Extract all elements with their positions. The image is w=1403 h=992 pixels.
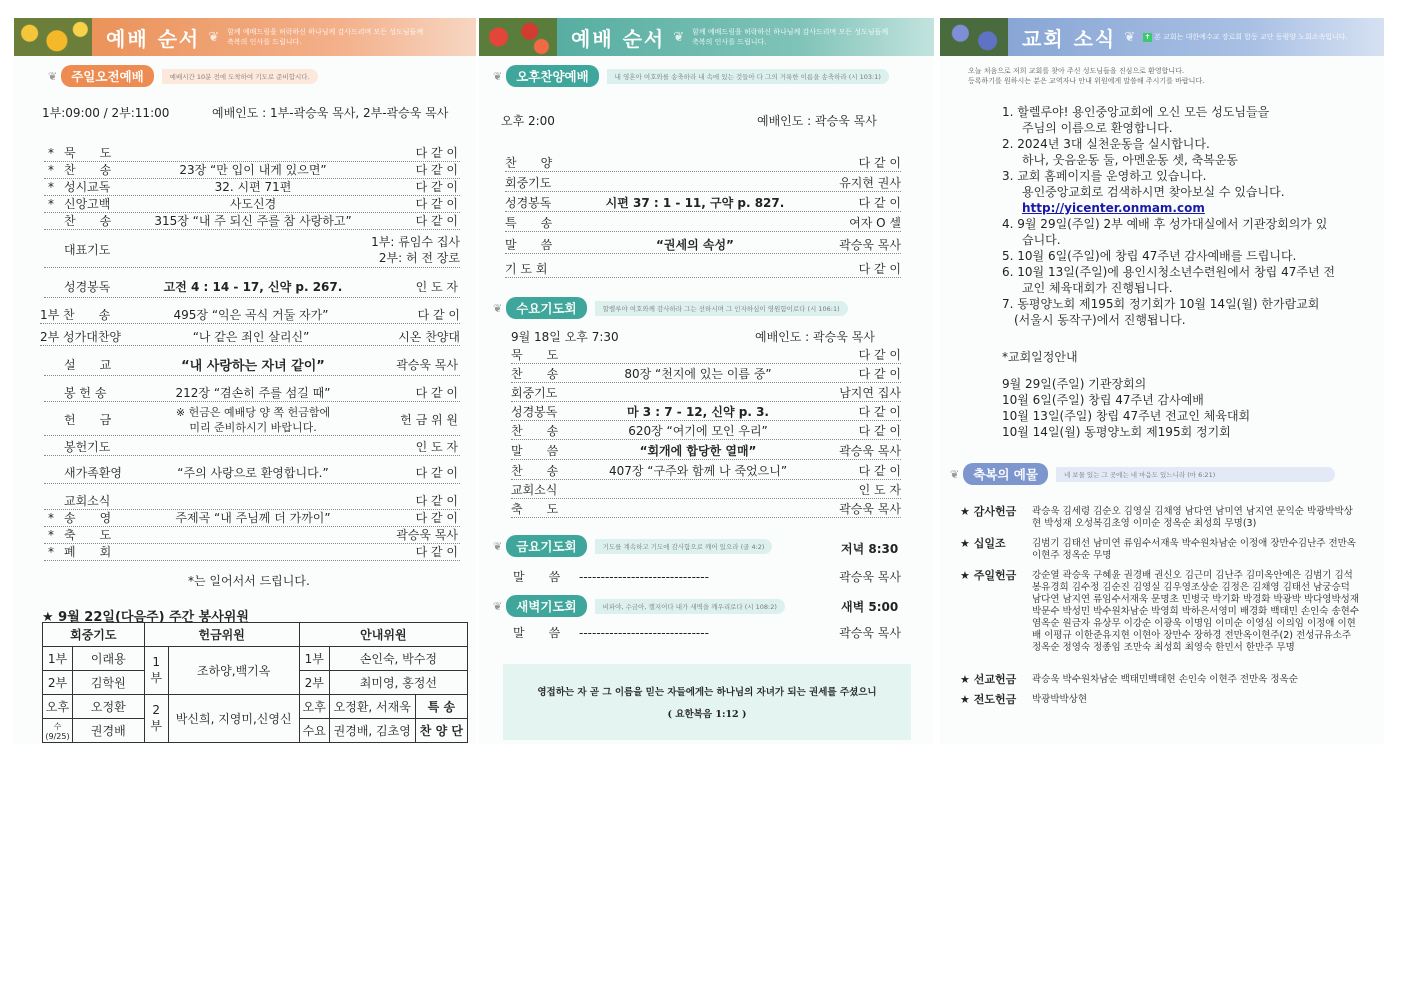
order-row — [511, 422, 901, 440]
gift-label: ★ 주일헌금 — [960, 569, 1017, 582]
duty-cell: 이래용 — [73, 647, 145, 671]
sermon-title: “권세의 속성” — [656, 238, 734, 252]
news-item — [1002, 264, 1374, 296]
order-row — [511, 462, 901, 480]
order-item: 헌 금 — [64, 413, 112, 427]
intro-line: 오늘 처음으로 저희 교회를 찾아 주신 성도님들을 진심으로 환영합니다. — [968, 67, 1185, 75]
leaf-icon: ❦ — [493, 69, 503, 83]
section-title: 축복의 예물 — [963, 463, 1048, 485]
news-line: 6. 10월 13일(주일)에 용인시청소년수련원에서 창립 47주년 전 — [1002, 265, 1335, 279]
news-line: 4. 9월 29일(주일) 2부 예배 후 성가대실에서 기관장회의가 있 — [1002, 217, 1328, 231]
section-note: 할렐루야 여호와께 감사하라 그는 선하시며 그 인자하심이 영원함이로다 (시 106:1) — [595, 301, 848, 316]
order-person: 남지연 집사 — [839, 386, 901, 400]
order-detail: 407장 “구주와 함께 나 죽었으니” — [608, 464, 788, 478]
news-line: 7. 동평양노회 제195회 정기회가 10월 14일(월) 한가람교회 — [1002, 297, 1320, 311]
news-item — [1002, 104, 1374, 136]
order-item: 성시교독 — [64, 180, 111, 194]
order-item: 말 씀 — [513, 626, 561, 640]
header-title: 예배 순서 — [106, 26, 201, 51]
prayer-second: 2부: 허 전 장로 — [378, 250, 460, 265]
order-person: 다 같 이 — [415, 511, 458, 525]
order-person: 곽승욱 목사 — [839, 238, 901, 252]
order-item: 축 도 — [64, 528, 112, 542]
section-title: 오후찬양예배 — [506, 65, 598, 87]
verse-text: 영접하는 자 곧 그 이름을 믿는 자들에게는 하나님의 자녀가 되는 권세를 주셨으니 — [537, 687, 877, 698]
order-person: 곽승욱 목사 — [839, 570, 901, 584]
panel-header — [479, 18, 934, 56]
gift-label-text: 선교헌금 — [973, 673, 1017, 686]
section-note: 예배시간 10분 전에 도착하여 기도로 준비합시다. — [162, 69, 318, 84]
order-item: 묵 도 — [511, 348, 559, 362]
duty-cell: 2부 — [43, 671, 73, 695]
scripture-ref: 고전 4 : 14 - 17, 신약 p. 267. — [163, 280, 343, 294]
order-item: 축 도 — [511, 502, 559, 516]
standing-mark: * — [48, 162, 54, 177]
order-row — [511, 442, 901, 460]
order-item: 새가족환영 — [64, 466, 122, 480]
news-line: 3. 교회 홈페이지를 운영하고 있습니다. — [1002, 169, 1207, 183]
gift-label: ★ 전도헌금 — [960, 693, 1017, 706]
intro-line: 등록하기를 원하시는 분은 교역자나 안내 위원에게 말씀해 주시기를 바랍니다. — [968, 77, 1205, 85]
news-line: 2. 2024년 3대 실천운동을 실시합니다. — [1002, 137, 1210, 151]
news-item — [1002, 168, 1374, 216]
section-title: 새벽기도회 — [506, 595, 586, 617]
blue-flower-image — [940, 18, 1008, 56]
header-subtitle-text: 본 교회는 대한예수교 장로회 합동 교단 동평양 노회소속입니다. — [1154, 33, 1348, 41]
gift-row — [960, 694, 1362, 706]
dawn-time: 새벽 5:00 — [841, 600, 899, 614]
order-row — [511, 481, 901, 499]
order-person: 다 같 이 — [417, 308, 460, 322]
order-item: 대표기도 — [64, 243, 111, 257]
news-line: (서울시 동작구)에서 진행됩니다. — [1014, 313, 1186, 327]
order-person: 다 같 이 — [858, 262, 901, 276]
order-item: 찬 송 — [511, 424, 559, 438]
news-item — [1002, 296, 1374, 328]
duty-cell: 2부 — [144, 695, 168, 743]
duty-table — [42, 622, 468, 743]
order-person: 다 같 이 — [858, 348, 901, 362]
order-row — [505, 194, 901, 212]
offering-note-line: ※ 헌금은 예배당 양 쪽 헌금함에 — [175, 405, 331, 419]
church-news-panel — [940, 18, 1384, 744]
duty-cell: 1부 — [299, 647, 329, 671]
leaf-icon: ❦ — [493, 301, 503, 315]
gift-row — [960, 538, 1362, 562]
section-bar — [493, 66, 889, 86]
schedule-title: *교회일정안내 — [1002, 350, 1078, 364]
section-title: 주일오전예배 — [61, 65, 153, 87]
duty-header: 헌금위원 — [144, 623, 299, 647]
section-note: 비파야, 수금아, 깰지어다 내가 새벽을 깨우리로다 (시 108:2) — [595, 599, 785, 614]
news-line: 습니다. — [1022, 233, 1061, 247]
homepage-link[interactable]: http://yicenter.onmam.com — [1022, 201, 1205, 215]
service-times: 1부:09:00 / 2부:11:00 — [42, 106, 170, 120]
schedule-list — [1002, 376, 1250, 440]
order-person: 곽승욱 목사 — [839, 626, 901, 640]
order-item: 찬 송 — [64, 163, 112, 177]
news-line: 5. 10월 6일(주일)에 창립 47주년 감사예배를 드립니다. — [1002, 249, 1297, 263]
schedule-item: 10월 6일(주일) 창립 47주년 감사예배 — [1002, 393, 1204, 407]
order-item: 찬 송 — [511, 367, 559, 381]
duty-header: 안내위원 — [299, 623, 467, 647]
sermon-title: “내 사랑하는 자녀 같이” — [181, 359, 325, 374]
header-title: 교회 소식 — [1022, 26, 1117, 51]
order-person: 곽승욱 목사 — [396, 528, 458, 542]
sermon-row — [44, 354, 460, 376]
order-item: 성경봉독 — [511, 405, 558, 419]
order-row — [505, 174, 901, 192]
order-row — [505, 236, 901, 254]
standing-mark: * — [48, 527, 54, 542]
afternoon-time: 오후 2:00 — [501, 114, 555, 128]
panel-header — [940, 18, 1384, 56]
church-icon: ✝ — [1144, 33, 1151, 41]
order-detail: 495장 “익은 곡식 거둘 자가” — [173, 308, 329, 322]
leaf-icon: ❦ — [208, 29, 220, 45]
order-person: 다 같 이 — [858, 196, 901, 210]
order-row — [44, 161, 460, 179]
gift-label-text: 십일조 — [973, 537, 1006, 550]
red-flower-image — [479, 18, 557, 56]
order-item: 송 영 — [64, 511, 112, 525]
leaf-icon: ❦ — [493, 539, 503, 553]
order-person: 인 도 자 — [415, 440, 458, 454]
offering-row — [44, 404, 460, 436]
order-row — [44, 509, 460, 527]
leaf-icon: ❦ — [1124, 29, 1136, 45]
standing-mark: * — [48, 544, 54, 559]
order-person: 다 같 이 — [415, 146, 458, 160]
order-row — [44, 212, 460, 230]
order-item: 찬 송 — [511, 464, 559, 478]
dash-line: ------------------------------ — [579, 625, 709, 640]
panel-header — [14, 18, 476, 56]
scripture-row — [44, 276, 460, 298]
duty-cell: 조하양,백기옥 — [168, 647, 299, 695]
offering-note-line: 미리 준비하시기 바랍니다. — [189, 420, 317, 434]
order-person: 다 같 이 — [415, 494, 458, 508]
choir-row — [40, 328, 460, 346]
order-detail: 사도신경 — [229, 197, 277, 211]
gift-names: 김범기 김태선 남미연 류임수서재욱 박수원차남순 이정애 장만수김난주 전만옥이현주 정옥순 무명 — [1032, 538, 1356, 561]
duty-cell: 수(9/25) — [43, 719, 73, 743]
news-item — [1002, 216, 1374, 248]
order-person: 여자 O 셀 — [849, 216, 901, 230]
section-bar — [493, 298, 848, 318]
order-item: 회중기도 — [505, 176, 552, 190]
sunflower-image — [14, 18, 92, 56]
duty-header: 회중기도 — [43, 623, 145, 647]
duty-cell: 박신희, 지영미,신영신 — [168, 695, 299, 743]
dawn-row — [513, 624, 901, 641]
duty-cell: 오후 — [299, 695, 329, 719]
gift-names: 박광박박상현 — [1032, 694, 1088, 705]
weekday-services-panel — [479, 18, 934, 744]
header-title: 예배 순서 — [571, 26, 666, 51]
header-subtitle: 함께 예배드림을 허락하신 하나님께 감사드리며 모든 성도님들께 축복의 인사를 드립니다. — [227, 28, 424, 46]
order-item: 폐 회 — [64, 545, 112, 559]
news-item — [1002, 136, 1374, 168]
news-line: 교인 체육대회가 진행됩니다. — [1022, 281, 1173, 295]
order-row — [511, 500, 901, 518]
standing-mark: * — [48, 179, 54, 194]
scripture-ref: 마 3 : 7 - 12, 신약 p. 3. — [627, 405, 769, 419]
order-item: 교회소식 — [511, 483, 558, 497]
duty-cell: 오정환, 서재욱 — [329, 695, 415, 719]
order-row — [44, 195, 460, 213]
header-subtitle — [1143, 32, 1348, 42]
prayer-row — [44, 232, 460, 268]
section-title: 금요기도회 — [506, 535, 586, 557]
gift-row — [960, 506, 1362, 530]
order-row — [44, 492, 460, 510]
order-item: 찬 송 — [64, 214, 112, 228]
order-detail: “나 같은 죄인 살리신” — [192, 330, 310, 344]
order-detail: 212장 “겸손히 주를 섬길 때” — [175, 386, 331, 400]
order-person: 시온 찬양대 — [398, 330, 460, 344]
news-list — [1002, 104, 1374, 328]
order-row — [505, 260, 901, 278]
duty-cell: 특 송 — [415, 695, 467, 719]
order-item: 봉 헌 송 — [64, 386, 107, 400]
section-note: 네 보물 있는 그 곳에는 네 마음도 있느니라 (마 6:21) — [1056, 467, 1335, 482]
order-person: 곽승욱 목사 — [396, 358, 458, 372]
order-person: 다 같 이 — [415, 466, 458, 480]
wednesday-time: 9월 18일 오후 7:30 — [511, 330, 619, 344]
order-item: 설 교 — [64, 358, 112, 372]
prayer-people — [371, 234, 460, 266]
prayer-first: 1부: 류임수 집사 — [371, 234, 460, 249]
verse-box — [503, 664, 911, 740]
order-row — [44, 144, 460, 162]
order-person: 곽승욱 목사 — [839, 444, 901, 458]
wednesday-leader: 예배인도 : 곽승욱 목사 — [755, 330, 875, 344]
verse-reference: ( 요한복음 1:12 ) — [667, 709, 747, 720]
order-person: 인 도 자 — [858, 483, 901, 497]
gift-label-text: 전도헌금 — [973, 693, 1017, 706]
order-row — [44, 526, 460, 544]
schedule-item: 9월 29일(주일) 기관장회의 — [1002, 377, 1147, 391]
news-line: 용인중앙교회로 검색하시면 찾아보실 수 있습니다. — [1022, 185, 1285, 199]
order-item: 1부 찬 송 — [40, 308, 111, 322]
duty-cell: 1부 — [144, 647, 168, 695]
order-person: 곽승욱 목사 — [839, 502, 901, 516]
duty-cell: 김학원 — [73, 671, 145, 695]
order-detail: 80장 “천지에 있는 이름 중” — [624, 367, 772, 381]
order-person: 다 같 이 — [415, 386, 458, 400]
news-line: 1. 할렐루야! 용인중앙교회에 오신 모든 성도님들을 — [1002, 105, 1270, 119]
service-leader: 예배인도 : 1부-곽승욱 목사, 2부-곽승욱 목사 — [212, 106, 449, 120]
duty-cell: 오후 — [43, 695, 73, 719]
order-item: 묵 도 — [64, 146, 112, 160]
leaf-icon: ❦ — [48, 69, 58, 83]
order-item: 말 씀 — [513, 570, 561, 584]
order-item: 성경봉독 — [505, 196, 552, 210]
welcome-row — [44, 462, 460, 484]
schedule-item: 10월 14일(월) 동평양노회 제195회 정기회 — [1002, 425, 1231, 439]
duty-cell: 권경배 — [73, 719, 145, 743]
order-person: 다 같 이 — [858, 424, 901, 438]
gift-row — [960, 674, 1362, 686]
order-row — [505, 154, 901, 172]
order-item: 말 씀 — [505, 238, 553, 252]
section-bar — [950, 464, 1335, 484]
order-detail: 주제곡 “내 주님께 더 가까이” — [175, 511, 331, 525]
order-item: 특 송 — [505, 216, 553, 230]
order-person: 다 같 이 — [415, 197, 458, 211]
gift-label-text: 감사헌금 — [973, 505, 1017, 518]
sermon-title: “회개에 합당한 열매” — [639, 444, 757, 458]
duty-cell: 최미영, 홍정선 — [329, 671, 467, 695]
hymn-row — [40, 306, 460, 324]
standing-note: *는 일어서서 드립니다. — [188, 574, 310, 588]
order-item: 성경봉독 — [64, 280, 111, 294]
sunday-morning-panel — [14, 18, 476, 744]
section-note: 내 영혼아 여호와를 송축하라 내 속에 있는 것들아 다 그의 거룩한 이름을 송축하라 (시 103:1) — [607, 69, 889, 84]
order-item: 기 도 회 — [505, 262, 548, 276]
news-line: 주님의 이름으로 환영합니다. — [1022, 121, 1173, 135]
friday-time: 저녁 8:30 — [841, 542, 899, 556]
order-item: 회중기도 — [511, 386, 558, 400]
order-detail: “주의 사랑으로 환영합니다.” — [177, 466, 329, 480]
duty-cell: 2부 — [299, 671, 329, 695]
afternoon-leader: 예배인도 : 곽승욱 목사 — [757, 114, 877, 128]
order-row — [511, 403, 901, 421]
gift-names: 곽승욱 박수원차남순 백태민백태현 손인숙 이현주 전만옥 정옥순 — [1032, 674, 1298, 685]
leaf-icon: ❦ — [493, 599, 503, 613]
scripture-ref: 시편 37 : 1 - 11, 구약 p. 827. — [605, 196, 785, 210]
order-item: 찬 양 — [505, 156, 553, 170]
gift-label: ★ 감사헌금 — [960, 505, 1017, 518]
order-person: 다 같 이 — [415, 214, 458, 228]
order-item: 봉헌기도 — [64, 440, 111, 454]
order-detail: 315장 “내 주 되신 주를 참 사랑하고” — [154, 214, 352, 228]
news-item — [1002, 248, 1374, 264]
standing-mark: * — [48, 510, 54, 525]
duty-cell: 권경배, 김초영 — [329, 719, 415, 743]
standing-mark: * — [48, 196, 54, 211]
order-person: 유지현 권사 — [839, 176, 901, 190]
order-person: 인 도 자 — [415, 280, 458, 294]
duty-cell: 손인숙, 박수정 — [329, 647, 467, 671]
leaf-icon: ❦ — [950, 467, 960, 481]
gift-row — [960, 570, 1362, 654]
section-bar — [493, 536, 772, 556]
offering-prayer-row — [44, 438, 460, 456]
order-detail: 32. 시편 71편 — [214, 180, 292, 194]
gift-label: ★ 십일조 — [960, 537, 1006, 550]
header-subtitle: 함께 예배드림을 허락하신 하나님께 감사드리며 모든 성도님들께 축복의 인사를 드립니다. — [692, 28, 889, 46]
section-bar — [48, 66, 318, 86]
duty-title: ★ 9월 22일(다음주) 주간 봉사위원 — [42, 610, 249, 625]
section-note: 기도를 계속하고 기도에 감사함으로 깨어 있으라 (골 4:2) — [595, 539, 773, 554]
gift-names: 강순열 곽승욱 구혜윤 권경배 권신오 김근미 김난주 김미옥안예은 김범기 김석봉유경희 김수정 김순진 김영실 김우영조상순 김정은 김채영 김태선 남궁승덕 남다연 남지연 류임수서재욱 문명초 민병국 박기화 박경화 박광박 박다영박성재 박문수 박성민 박수원차남순 박영희 박하은서영미 배경화 백태민 손인숙 송현수 염옥순 원금자 유상무 이강순 이광욱 이명임 이미순 이영심 이의임 이정애 이현배 이평규 이한준유지현 이현아 장만수 장하경 전만옥이현주(2) 전성규유소주 정옥순 정영숙 정종임 조만숙 최성희 최영숙 한민서 한만주 무명 — [1032, 570, 1360, 653]
offering-song-row — [44, 384, 460, 402]
order-person: 다 같 이 — [858, 156, 901, 170]
order-item: 교회소식 — [64, 494, 111, 508]
duty-cell: 수요 — [299, 719, 329, 743]
dash-line: ------------------------------ — [579, 569, 709, 584]
order-person: 다 같 이 — [858, 464, 901, 478]
order-person: 다 같 이 — [415, 545, 458, 559]
duty-cell: 오정환 — [73, 695, 145, 719]
order-row — [505, 214, 901, 232]
friday-row — [513, 568, 901, 585]
order-item: 2부 성가대찬양 — [40, 330, 122, 344]
order-row — [511, 365, 901, 383]
order-item: 신앙고백 — [64, 197, 111, 211]
gift-names: 곽승욱 김세령 김순오 김영실 김채영 남다연 남미연 남지연 문익순 박광박박상현 박성재 오성복김초영 이미순 정옥순 최성희 무명(3) — [1032, 506, 1353, 529]
order-person: 다 같 이 — [415, 180, 458, 194]
order-person: 헌 금 위 원 — [400, 413, 458, 427]
duty-cell: 1부 — [43, 647, 73, 671]
schedule-item: 10월 13일(주일) 창립 47주년 전교인 체육대회 — [1002, 409, 1251, 423]
order-person: 다 같 이 — [858, 405, 901, 419]
news-line: 하나, 웃음운동 둘, 아멘운동 셋, 축복운동 — [1022, 153, 1238, 167]
leaf-icon: ❦ — [673, 29, 685, 45]
order-row — [511, 384, 901, 402]
order-detail: 620장 “여기에 모인 우리” — [628, 424, 768, 438]
section-bar — [493, 596, 785, 616]
order-row — [44, 543, 460, 561]
standing-mark: * — [48, 145, 54, 160]
order-person: 다 같 이 — [858, 367, 901, 381]
offering-note — [148, 405, 358, 435]
order-row — [44, 178, 460, 196]
order-person: 다 같 이 — [415, 163, 458, 177]
duty-cell: 찬 양 단 — [415, 719, 467, 743]
order-row — [511, 346, 901, 364]
gift-label: ★ 선교헌금 — [960, 673, 1017, 686]
order-item: 말 씀 — [511, 444, 559, 458]
section-title: 수요기도회 — [506, 297, 586, 319]
order-detail: 23장 “만 입이 내게 있으면” — [179, 163, 327, 177]
gift-label-text: 주일헌금 — [973, 569, 1017, 582]
